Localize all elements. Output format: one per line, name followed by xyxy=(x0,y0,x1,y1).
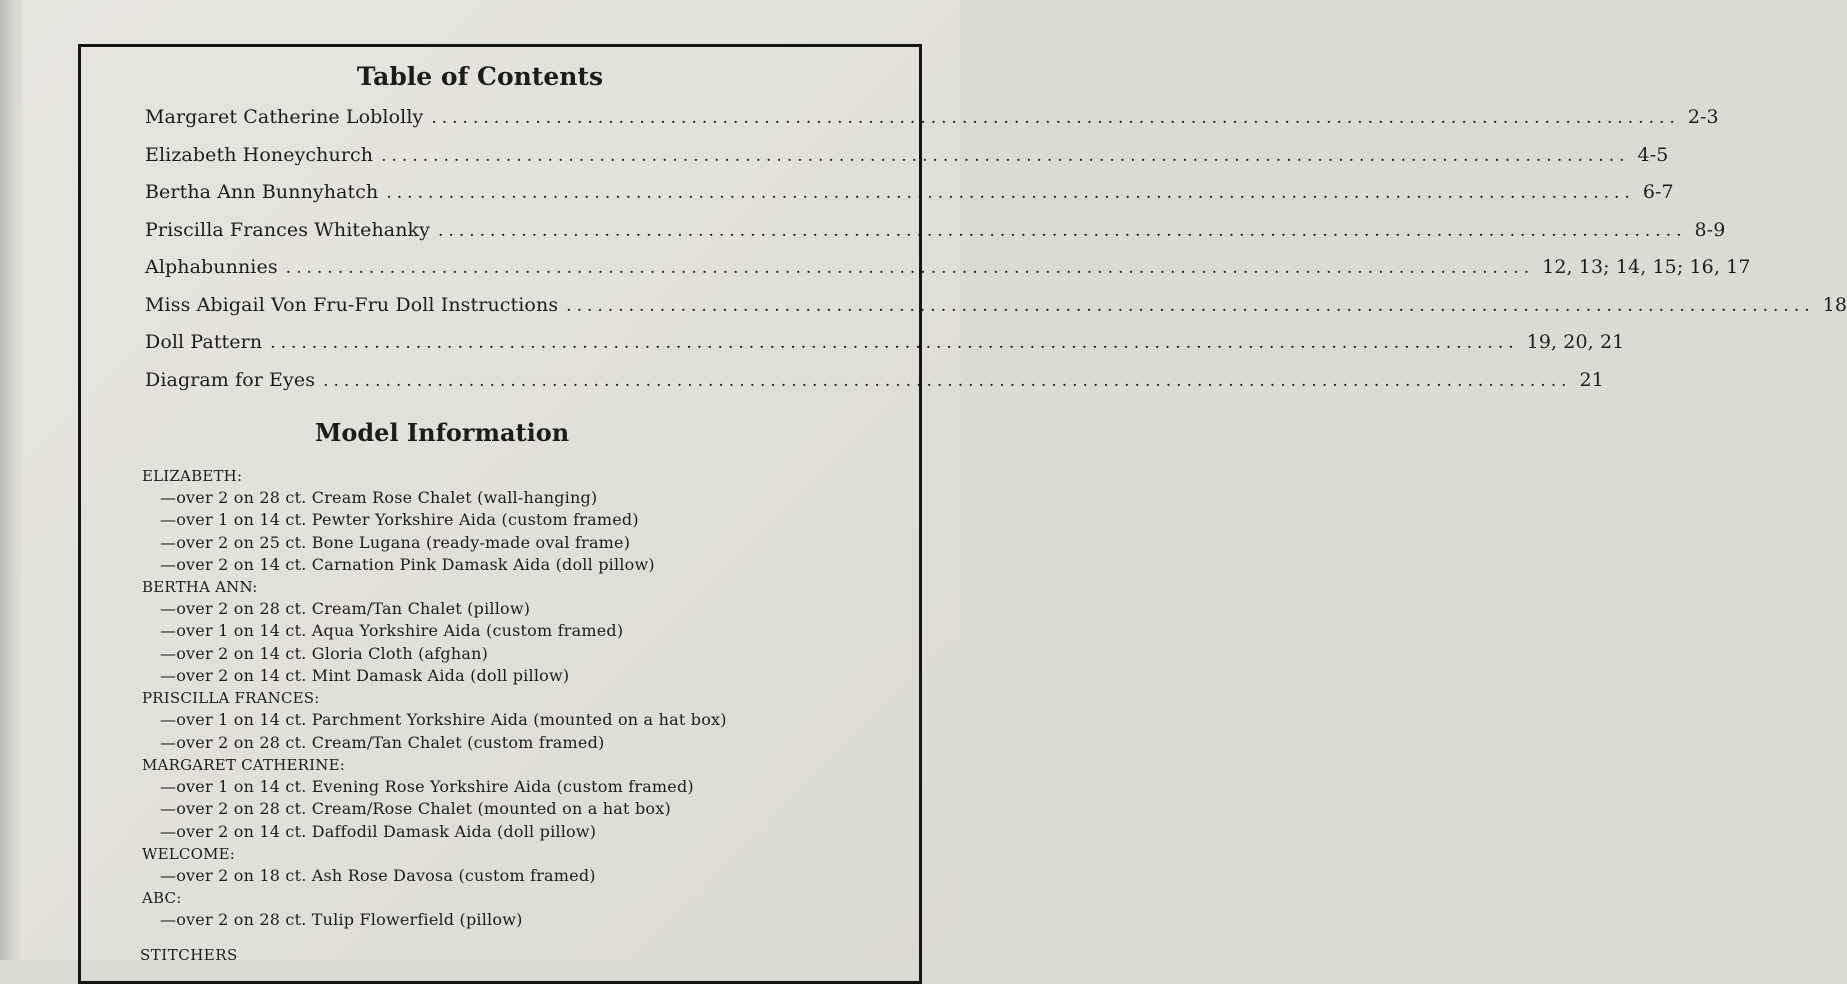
model-line: —over 2 on 14 ct. Mint Damask Aida (doll pillow) xyxy=(160,666,570,686)
model-group-heading: BERTHA ANN: xyxy=(142,578,258,597)
toc-entry-label: Priscilla Frances Whitehanky xyxy=(145,218,431,241)
model-line: —over 2 on 14 ct. Gloria Cloth (afghan) xyxy=(160,643,489,663)
toc-entry xyxy=(145,218,1726,257)
toc-entry xyxy=(145,293,1847,332)
leader-dots: ........................................................................................................................ xyxy=(386,183,1635,203)
model-line: —over 1 on 14 ct. Pewter Yorkshire Aida (custom framed) xyxy=(160,510,639,530)
toc-entry xyxy=(145,143,1669,182)
toc-entry xyxy=(145,368,1604,407)
model-line: —over 2 on 28 ct. Cream Rose Chalet (wall-hanging) xyxy=(160,488,598,507)
model-group-heading: ABC: xyxy=(142,889,182,908)
toc-entry-pages: 19, 20, 21 xyxy=(1526,331,1625,353)
toc-entry-label: Miss Abigail Von Fru-Fru Doll Instructions xyxy=(145,293,559,316)
model-line: —over 2 on 18 ct. Ash Rose Davosa (custom framed) xyxy=(160,865,596,885)
toc-entry-label: Margaret Catherine Loblolly xyxy=(145,106,424,128)
model-line: —over 1 on 14 ct. Parchment Yorkshire Aida (mounted on a hat box) xyxy=(160,710,727,730)
model-info-title-text: Model Information xyxy=(314,418,570,447)
toc-entry-pages: 18 xyxy=(1822,293,1847,316)
model-group-heading: MARGARET CATHERINE: xyxy=(142,755,345,774)
toc-entry-pages: 8-9 xyxy=(1694,218,1726,241)
model-line: —over 2 on 14 ct. Carnation Pink Damask Aida (doll pillow) xyxy=(160,554,655,574)
leader-dots: ........................................................................................................................ xyxy=(438,220,1687,241)
toc-entry xyxy=(145,181,1674,219)
model-line: —over 2 on 28 ct. Cream/Tan Chalet (pillow) xyxy=(160,599,531,619)
toc-entry-pages: 6-7 xyxy=(1642,181,1674,203)
toc-entry-label: Bertha Ann Bunnyhatch xyxy=(145,181,379,203)
toc-title: Table of Contents xyxy=(356,62,604,91)
model-line: —over 2 on 28 ct. Cream/Rose Chalet (mounted on a hat box) xyxy=(160,799,671,819)
model-info-title xyxy=(0,418,960,447)
toc-entry xyxy=(145,331,1625,369)
model-line: —over 1 on 14 ct. Evening Rose Yorkshire Aida (custom framed) xyxy=(160,776,694,796)
model-group-heading: PRISCILLA FRANCES: xyxy=(142,689,320,708)
model-line: —over 2 on 28 ct. Cream/Tan Chalet (custom framed) xyxy=(160,732,605,752)
model-info-list xyxy=(142,465,882,931)
model-line: —over 2 on 14 ct. Daffodil Damask Aida (doll pillow) xyxy=(160,821,597,841)
toc-entry-pages: 12, 13; 14, 15; 16, 17 xyxy=(1542,256,1751,278)
model-group-heading: ELIZABETH: xyxy=(142,467,243,485)
toc-entry-label: Doll Pattern xyxy=(145,331,263,353)
model-line: —over 1 on 14 ct. Aqua Yorkshire Aida (custom framed) xyxy=(160,621,624,641)
toc-entry-label: Alphabunnies xyxy=(145,256,278,278)
model-line: —over 2 on 25 ct. Bone Lugana (ready-made oval frame) xyxy=(160,532,631,552)
toc-entry-pages: 4-5 xyxy=(1637,143,1669,166)
leader-dots: ........................................................................................................................ xyxy=(431,108,1680,128)
leader-dots: ........................................................................................................................ xyxy=(270,333,1519,353)
leader-dots: ........................................................................................................................ xyxy=(381,145,1630,166)
toc-entry xyxy=(145,256,1751,294)
leader-dots: ........................................................................................................................ xyxy=(566,295,1815,316)
toc-entry-label: Elizabeth Honeychurch xyxy=(145,143,374,166)
leader-dots: ........................................................................................................................ xyxy=(285,258,1535,278)
toc-list xyxy=(145,106,1847,406)
toc-entry xyxy=(145,106,1719,144)
model-line: —over 2 on 28 ct. Tulip Flowerfield (pillow) xyxy=(160,910,523,930)
stitchers-heading: STITCHERS xyxy=(140,946,238,964)
toc-entry-pages: 21 xyxy=(1579,368,1604,391)
toc-entry-label: Diagram for Eyes xyxy=(145,368,316,391)
toc-entry-pages: 2-3 xyxy=(1687,106,1719,128)
model-group-heading: WELCOME: xyxy=(142,844,236,863)
leader-dots: ........................................................................................................................ xyxy=(323,370,1572,391)
